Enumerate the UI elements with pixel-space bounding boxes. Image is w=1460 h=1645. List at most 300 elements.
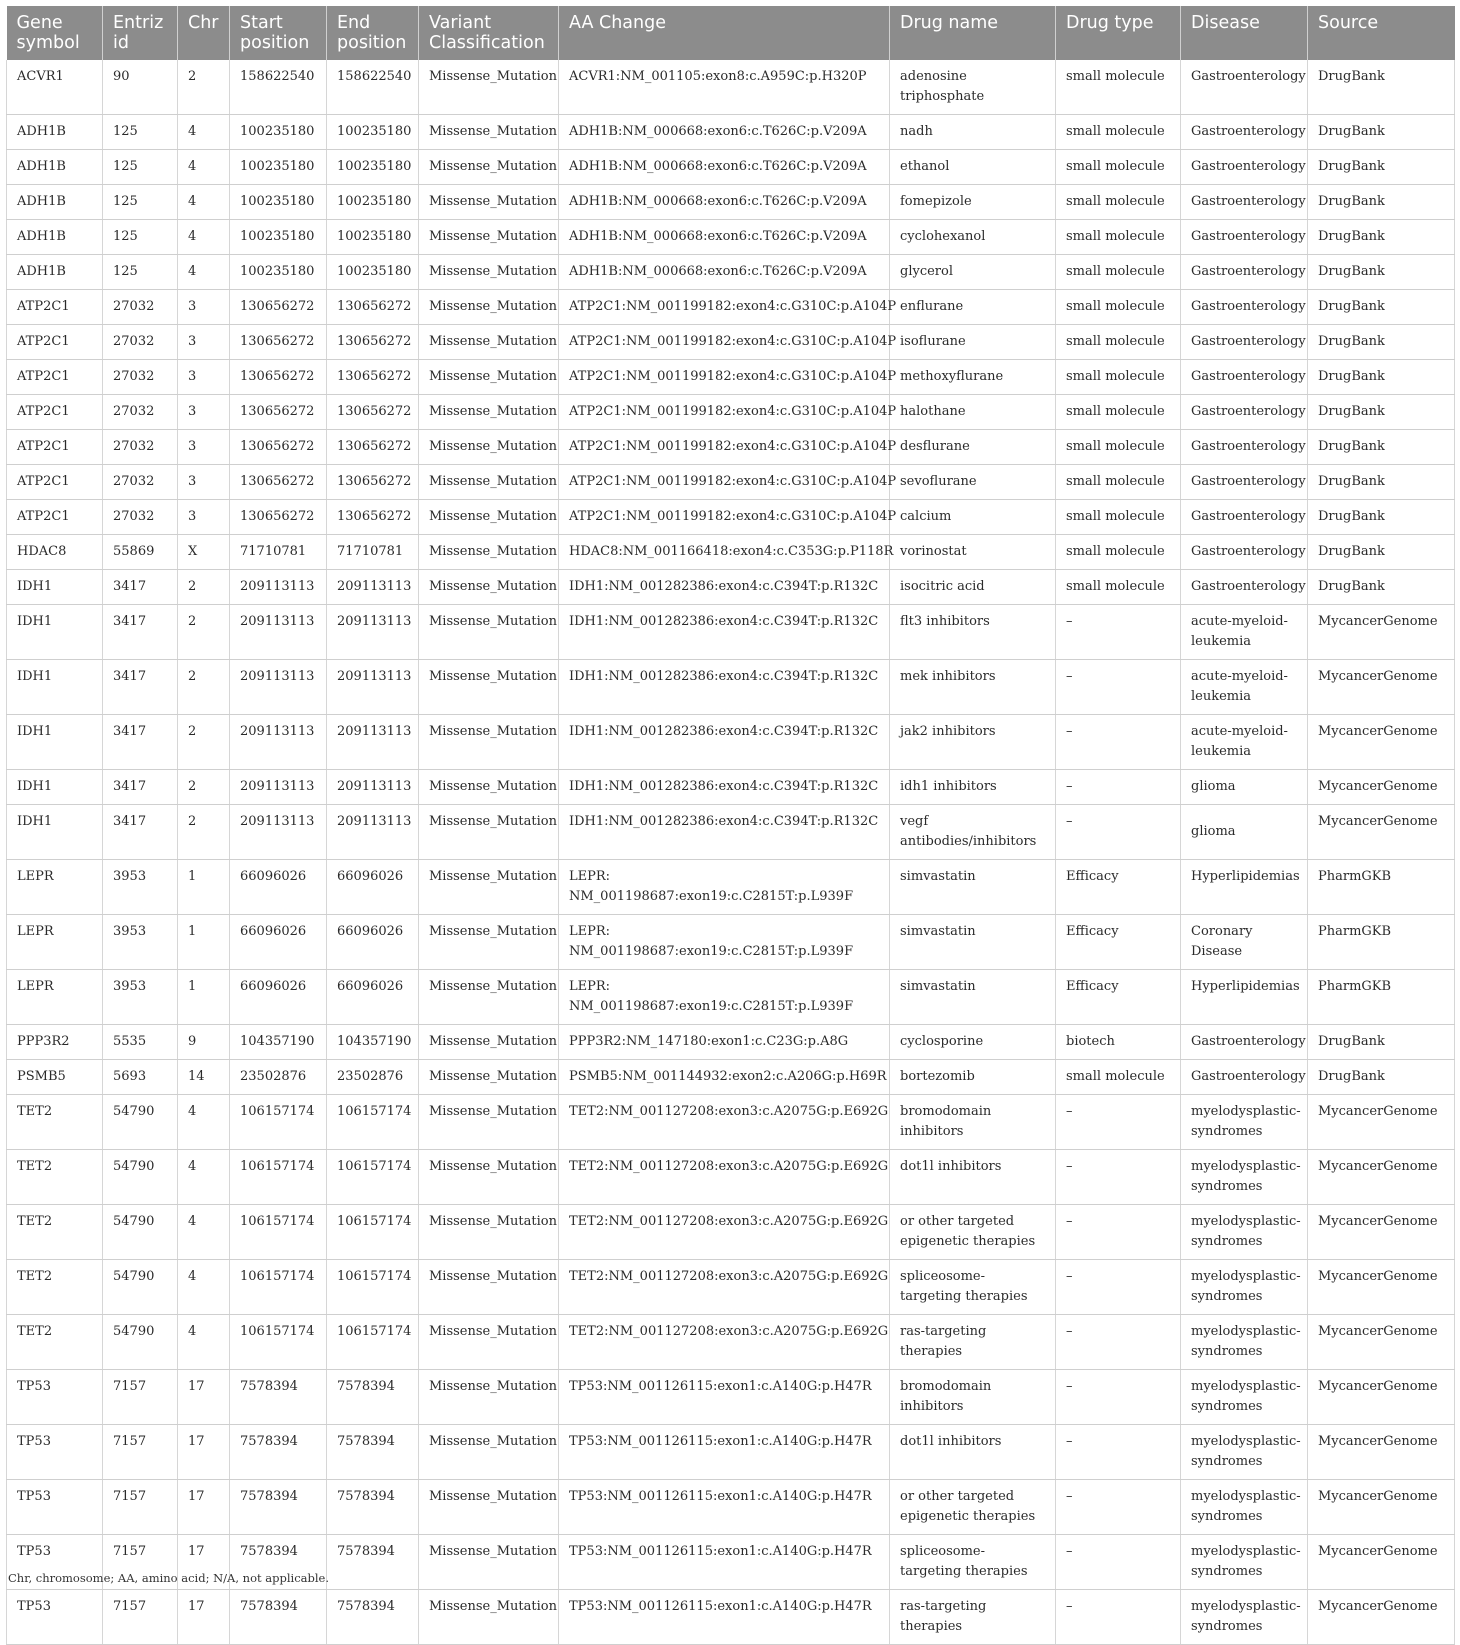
drug-type-cell: biotech xyxy=(1056,1025,1181,1060)
drug-type-cell: Efficacy xyxy=(1056,860,1181,915)
start-position-cell: 130656272 xyxy=(230,290,327,325)
end-position-cell: 7578394 xyxy=(327,1425,419,1480)
chr-cell: 3 xyxy=(178,465,230,500)
start-position-cell: 106157174 xyxy=(230,1260,327,1315)
aa-change-cell: ATP2C1:NM_001199182:exon4:c.G310C:p.A104P xyxy=(559,395,890,430)
header-aa-change: AA Change xyxy=(559,6,890,60)
table-row xyxy=(7,185,1455,220)
gene-symbol-cell: TP53 xyxy=(7,1590,103,1645)
chr-cell: 3 xyxy=(178,430,230,465)
disease-cell: Coronary Disease xyxy=(1181,915,1308,970)
end-position-cell: 106157174 xyxy=(327,1260,419,1315)
end-position-cell: 100235180 xyxy=(327,150,419,185)
table-row xyxy=(7,1260,1455,1315)
gene-symbol-cell: PPP3R2 xyxy=(7,1025,103,1060)
table-row xyxy=(7,220,1455,255)
chr-cell: 2 xyxy=(178,770,230,805)
variant-classification-cell: Missense_Mutation xyxy=(419,150,559,185)
table-row xyxy=(7,290,1455,325)
entriz-id-cell: 7157 xyxy=(103,1425,178,1480)
drug-type-cell: – xyxy=(1056,1535,1181,1590)
entriz-id-cell: 54790 xyxy=(103,1205,178,1260)
variant-classification-cell: Missense_Mutation xyxy=(419,660,559,715)
variant-classification-cell: Missense_Mutation xyxy=(419,570,559,605)
end-position-cell: 130656272 xyxy=(327,500,419,535)
disease-cell: Gastroenterology xyxy=(1181,255,1308,290)
source-cell: DrugBank xyxy=(1308,1060,1455,1095)
drug-type-cell: small molecule xyxy=(1056,290,1181,325)
variant-classification-cell: Missense_Mutation xyxy=(419,1205,559,1260)
entriz-id-cell: 27032 xyxy=(103,465,178,500)
entriz-id-cell: 54790 xyxy=(103,1315,178,1370)
gene-symbol-cell: TP53 xyxy=(7,1425,103,1480)
aa-change-cell: TP53:NM_001126115:exon1:c.A140G:p.H47R xyxy=(559,1425,890,1480)
drug-name-cell: cyclosporine xyxy=(890,1025,1056,1060)
start-position-cell: 209113113 xyxy=(230,570,327,605)
entriz-id-cell: 7157 xyxy=(103,1590,178,1645)
source-cell: MycancerGenome xyxy=(1308,1205,1455,1260)
drug-name-cell: vorinostat xyxy=(890,535,1056,570)
gene-symbol-cell: TP53 xyxy=(7,1370,103,1425)
source-cell: DrugBank xyxy=(1308,500,1455,535)
drug-type-cell: – xyxy=(1056,660,1181,715)
entriz-id-cell: 125 xyxy=(103,220,178,255)
drug-name-cell: or other targeted epigenetic therapies xyxy=(890,1205,1056,1260)
start-position-cell: 66096026 xyxy=(230,860,327,915)
gene-symbol-cell: HDAC8 xyxy=(7,535,103,570)
gene-symbol-cell: ATP2C1 xyxy=(7,360,103,395)
entriz-id-cell: 125 xyxy=(103,115,178,150)
chr-cell: 3 xyxy=(178,325,230,360)
source-cell: DrugBank xyxy=(1308,1025,1455,1060)
aa-change-cell: ATP2C1:NM_001199182:exon4:c.G310C:p.A104P xyxy=(559,500,890,535)
variant-classification-cell: Missense_Mutation xyxy=(419,60,559,115)
aa-change-cell: TP53:NM_001126115:exon1:c.A140G:p.H47R xyxy=(559,1590,890,1645)
disease-cell: Gastroenterology xyxy=(1181,570,1308,605)
end-position-cell: 7578394 xyxy=(327,1370,419,1425)
end-position-cell: 7578394 xyxy=(327,1590,419,1645)
start-position-cell: 106157174 xyxy=(230,1095,327,1150)
entriz-id-cell: 90 xyxy=(103,60,178,115)
drug-type-cell: small molecule xyxy=(1056,500,1181,535)
drug-type-cell: small molecule xyxy=(1056,465,1181,500)
start-position-cell: 106157174 xyxy=(230,1150,327,1205)
gene-symbol-cell: ATP2C1 xyxy=(7,325,103,360)
start-position-cell: 66096026 xyxy=(230,970,327,1025)
start-position-cell: 100235180 xyxy=(230,150,327,185)
source-cell: DrugBank xyxy=(1308,255,1455,290)
header-drug-type: Drug type xyxy=(1056,6,1181,60)
variant-classification-cell: Missense_Mutation xyxy=(419,535,559,570)
end-position-cell: 209113113 xyxy=(327,605,419,660)
drug-type-cell: small molecule xyxy=(1056,430,1181,465)
drug-type-cell: Efficacy xyxy=(1056,970,1181,1025)
start-position-cell: 209113113 xyxy=(230,605,327,660)
variant-classification-cell: Missense_Mutation xyxy=(419,1150,559,1205)
aa-change-cell: PSMB5:NM_001144932:exon2:c.A206G:p.H69R xyxy=(559,1060,890,1095)
disease-cell: myelodysplastic-syndromes xyxy=(1181,1095,1308,1150)
source-cell: DrugBank xyxy=(1308,60,1455,115)
drug-name-cell: adenosine triphosphate xyxy=(890,60,1056,115)
disease-cell: Gastroenterology xyxy=(1181,60,1308,115)
aa-change-cell: IDH1:NM_001282386:exon4:c.C394T:p.R132C xyxy=(559,770,890,805)
variant-classification-cell: Missense_Mutation xyxy=(419,185,559,220)
aa-change-cell: ADH1B:NM_000668:exon6:c.T626C:p.V209A xyxy=(559,255,890,290)
gene-symbol-cell: IDH1 xyxy=(7,715,103,770)
entriz-id-cell: 7157 xyxy=(103,1535,178,1590)
entriz-id-cell: 27032 xyxy=(103,500,178,535)
source-cell: DrugBank xyxy=(1308,290,1455,325)
variant-classification-cell: Missense_Mutation xyxy=(419,1370,559,1425)
table-container xyxy=(6,6,1454,1645)
disease-cell: Gastroenterology xyxy=(1181,465,1308,500)
end-position-cell: 209113113 xyxy=(327,715,419,770)
drug-name-cell: simvastatin xyxy=(890,860,1056,915)
gene-symbol-cell: ACVR1 xyxy=(7,60,103,115)
disease-cell: myelodysplastic-syndromes xyxy=(1181,1535,1308,1590)
drug-type-cell: small molecule xyxy=(1056,535,1181,570)
drug-type-cell: small molecule xyxy=(1056,255,1181,290)
chr-cell: 1 xyxy=(178,970,230,1025)
table-row xyxy=(7,150,1455,185)
aa-change-cell: LEPR: NM_001198687:exon19:c.C2815T:p.L939F xyxy=(559,915,890,970)
drug-name-cell: sevoflurane xyxy=(890,465,1056,500)
aa-change-cell: IDH1:NM_001282386:exon4:c.C394T:p.R132C xyxy=(559,805,890,860)
chr-cell: 3 xyxy=(178,500,230,535)
drug-type-cell: small molecule xyxy=(1056,395,1181,430)
source-cell: MycancerGenome xyxy=(1308,1425,1455,1480)
header-drug-name: Drug name xyxy=(890,6,1056,60)
drug-name-cell: dot1l inhibitors xyxy=(890,1425,1056,1480)
drug-type-cell: – xyxy=(1056,1150,1181,1205)
start-position-cell: 100235180 xyxy=(230,255,327,290)
drug-name-cell: glycerol xyxy=(890,255,1056,290)
entriz-id-cell: 54790 xyxy=(103,1095,178,1150)
aa-change-cell: ATP2C1:NM_001199182:exon4:c.G310C:p.A104P xyxy=(559,430,890,465)
drug-name-cell: ras-targeting therapies xyxy=(890,1590,1056,1645)
chr-cell: 2 xyxy=(178,570,230,605)
entriz-id-cell: 125 xyxy=(103,185,178,220)
entriz-id-cell: 3953 xyxy=(103,970,178,1025)
variant-classification-cell: Missense_Mutation xyxy=(419,395,559,430)
table-body xyxy=(7,60,1455,1645)
chr-cell: 3 xyxy=(178,360,230,395)
chr-cell: 2 xyxy=(178,805,230,860)
drug-name-cell: bromodomain inhibitors xyxy=(890,1095,1056,1150)
table-row xyxy=(7,360,1455,395)
gene-symbol-cell: ADH1B xyxy=(7,185,103,220)
disease-cell: myelodysplastic-syndromes xyxy=(1181,1205,1308,1260)
end-position-cell: 130656272 xyxy=(327,395,419,430)
source-cell: PharmGKB xyxy=(1308,970,1455,1025)
aa-change-cell: ACVR1:NM_001105:exon8:c.A959C:p.H320P xyxy=(559,60,890,115)
variant-classification-cell: Missense_Mutation xyxy=(419,1095,559,1150)
end-position-cell: 106157174 xyxy=(327,1150,419,1205)
disease-cell: myelodysplastic-syndromes xyxy=(1181,1480,1308,1535)
drug-type-cell: – xyxy=(1056,1260,1181,1315)
start-position-cell: 104357190 xyxy=(230,1025,327,1060)
entriz-id-cell: 3417 xyxy=(103,570,178,605)
header-disease: Disease xyxy=(1181,6,1308,60)
disease-cell: myelodysplastic-syndromes xyxy=(1181,1260,1308,1315)
drug-name-cell: isocitric acid xyxy=(890,570,1056,605)
end-position-cell: 100235180 xyxy=(327,185,419,220)
aa-change-cell: LEPR: NM_001198687:exon19:c.C2815T:p.L939F xyxy=(559,970,890,1025)
table-row xyxy=(7,1590,1455,1645)
variant-classification-cell: Missense_Mutation xyxy=(419,360,559,395)
aa-change-cell: TP53:NM_001126115:exon1:c.A140G:p.H47R xyxy=(559,1535,890,1590)
aa-change-cell: TET2:NM_001127208:exon3:c.A2075G:p.E692G xyxy=(559,1315,890,1370)
disease-cell: Gastroenterology xyxy=(1181,1025,1308,1060)
table-row xyxy=(7,500,1455,535)
aa-change-cell: ADH1B:NM_000668:exon6:c.T626C:p.V209A xyxy=(559,185,890,220)
table-row xyxy=(7,970,1455,1025)
drug-type-cell: small molecule xyxy=(1056,60,1181,115)
variant-classification-cell: Missense_Mutation xyxy=(419,290,559,325)
drug-name-cell: jak2 inhibitors xyxy=(890,715,1056,770)
chr-cell: 4 xyxy=(178,1150,230,1205)
end-position-cell: 209113113 xyxy=(327,660,419,715)
start-position-cell: 66096026 xyxy=(230,915,327,970)
disease-cell: myelodysplastic-syndromes xyxy=(1181,1590,1308,1645)
variant-classification-cell: Missense_Mutation xyxy=(419,220,559,255)
variant-classification-cell: Missense_Mutation xyxy=(419,770,559,805)
chr-cell: 17 xyxy=(178,1535,230,1590)
gene-symbol-cell: LEPR xyxy=(7,915,103,970)
drug-type-cell: small molecule xyxy=(1056,325,1181,360)
drug-name-cell: simvastatin xyxy=(890,915,1056,970)
table-row xyxy=(7,1205,1455,1260)
aa-change-cell: TET2:NM_001127208:exon3:c.A2075G:p.E692G xyxy=(559,1205,890,1260)
disease-cell: Gastroenterology xyxy=(1181,185,1308,220)
variant-classification-cell: Missense_Mutation xyxy=(419,860,559,915)
source-cell: DrugBank xyxy=(1308,570,1455,605)
end-position-cell: 7578394 xyxy=(327,1480,419,1535)
aa-change-cell: ADH1B:NM_000668:exon6:c.T626C:p.V209A xyxy=(559,150,890,185)
source-cell: MycancerGenome xyxy=(1308,1260,1455,1315)
entriz-id-cell: 7157 xyxy=(103,1370,178,1425)
entriz-id-cell: 3953 xyxy=(103,915,178,970)
gene-symbol-cell: TET2 xyxy=(7,1205,103,1260)
chr-cell: 4 xyxy=(178,1095,230,1150)
chr-cell: 1 xyxy=(178,860,230,915)
drug-name-cell: bromodomain inhibitors xyxy=(890,1370,1056,1425)
table-row xyxy=(7,860,1455,915)
entriz-id-cell: 3417 xyxy=(103,715,178,770)
aa-change-cell: ADH1B:NM_000668:exon6:c.T626C:p.V209A xyxy=(559,220,890,255)
chr-cell: 17 xyxy=(178,1370,230,1425)
drug-name-cell: idh1 inhibitors xyxy=(890,770,1056,805)
chr-cell: 1 xyxy=(178,915,230,970)
variant-classification-cell: Missense_Mutation xyxy=(419,715,559,770)
aa-change-cell: ATP2C1:NM_001199182:exon4:c.G310C:p.A104P xyxy=(559,465,890,500)
drug-name-cell: nadh xyxy=(890,115,1056,150)
table-row xyxy=(7,1480,1455,1535)
drug-type-cell: – xyxy=(1056,1095,1181,1150)
chr-cell: 2 xyxy=(178,60,230,115)
variant-classification-cell: Missense_Mutation xyxy=(419,1260,559,1315)
variant-classification-cell: Missense_Mutation xyxy=(419,1535,559,1590)
gene-symbol-cell: IDH1 xyxy=(7,660,103,715)
drug-name-cell: isoflurane xyxy=(890,325,1056,360)
entriz-id-cell: 7157 xyxy=(103,1480,178,1535)
gene-symbol-cell: ATP2C1 xyxy=(7,290,103,325)
disease-cell: myelodysplastic-syndromes xyxy=(1181,1150,1308,1205)
gene-symbol-cell: IDH1 xyxy=(7,570,103,605)
header-entriz-id: Entriz id xyxy=(103,6,178,60)
source-cell: DrugBank xyxy=(1308,360,1455,395)
table-row xyxy=(7,1060,1455,1095)
drug-type-cell: small molecule xyxy=(1056,115,1181,150)
gene-symbol-cell: TET2 xyxy=(7,1260,103,1315)
table-row xyxy=(7,1095,1455,1150)
source-cell: MycancerGenome xyxy=(1308,1480,1455,1535)
end-position-cell: 130656272 xyxy=(327,465,419,500)
variant-classification-cell: Missense_Mutation xyxy=(419,465,559,500)
variant-classification-cell: Missense_Mutation xyxy=(419,970,559,1025)
aa-change-cell: IDH1:NM_001282386:exon4:c.C394T:p.R132C xyxy=(559,570,890,605)
source-cell: PharmGKB xyxy=(1308,915,1455,970)
chr-cell: 4 xyxy=(178,255,230,290)
table-row xyxy=(7,255,1455,290)
gene-symbol-cell: ADH1B xyxy=(7,115,103,150)
variant-classification-cell: Missense_Mutation xyxy=(419,325,559,360)
end-position-cell: 130656272 xyxy=(327,360,419,395)
gene-symbol-cell: TP53 xyxy=(7,1535,103,1590)
start-position-cell: 209113113 xyxy=(230,660,327,715)
end-position-cell: 66096026 xyxy=(327,970,419,1025)
variant-classification-cell: Missense_Mutation xyxy=(419,915,559,970)
drug-name-cell: enflurane xyxy=(890,290,1056,325)
aa-change-cell: TP53:NM_001126115:exon1:c.A140G:p.H47R xyxy=(559,1480,890,1535)
gene-symbol-cell: TET2 xyxy=(7,1095,103,1150)
drug-name-cell: vegf antibodies/inhibitors xyxy=(890,805,1056,860)
disease-cell: Gastroenterology xyxy=(1181,360,1308,395)
drug-type-cell: small molecule xyxy=(1056,360,1181,395)
gene-symbol-cell: TET2 xyxy=(7,1315,103,1370)
variant-classification-cell: Missense_Mutation xyxy=(419,1590,559,1645)
start-position-cell: 7578394 xyxy=(230,1425,327,1480)
source-cell: MycancerGenome xyxy=(1308,715,1455,770)
end-position-cell: 100235180 xyxy=(327,115,419,150)
variant-classification-cell: Missense_Mutation xyxy=(419,1315,559,1370)
start-position-cell: 209113113 xyxy=(230,715,327,770)
start-position-cell: 7578394 xyxy=(230,1480,327,1535)
disease-cell: Gastroenterology xyxy=(1181,290,1308,325)
chr-cell: 9 xyxy=(178,1025,230,1060)
drug-type-cell: – xyxy=(1056,805,1181,860)
end-position-cell: 106157174 xyxy=(327,1095,419,1150)
disease-cell: Gastroenterology xyxy=(1181,220,1308,255)
disease-cell: Gastroenterology xyxy=(1181,115,1308,150)
start-position-cell: 100235180 xyxy=(230,185,327,220)
table-row xyxy=(7,915,1455,970)
source-cell: MycancerGenome xyxy=(1308,1590,1455,1645)
drug-name-cell: simvastatin xyxy=(890,970,1056,1025)
start-position-cell: 7578394 xyxy=(230,1590,327,1645)
drug-name-cell: dot1l inhibitors xyxy=(890,1150,1056,1205)
aa-change-cell: ATP2C1:NM_001199182:exon4:c.G310C:p.A104P xyxy=(559,290,890,325)
drug-name-cell: flt3 inhibitors xyxy=(890,605,1056,660)
chr-cell: 4 xyxy=(178,1260,230,1315)
gene-symbol-cell: IDH1 xyxy=(7,770,103,805)
end-position-cell: 130656272 xyxy=(327,325,419,360)
end-position-cell: 209113113 xyxy=(327,805,419,860)
gene-symbol-cell: ADH1B xyxy=(7,150,103,185)
end-position-cell: 100235180 xyxy=(327,220,419,255)
disease-cell: Gastroenterology xyxy=(1181,150,1308,185)
table-row xyxy=(7,715,1455,770)
source-cell: DrugBank xyxy=(1308,115,1455,150)
disease-cell: myelodysplastic-syndromes xyxy=(1181,1425,1308,1480)
variant-classification-cell: Missense_Mutation xyxy=(419,1480,559,1535)
start-position-cell: 7578394 xyxy=(230,1370,327,1425)
table-row xyxy=(7,115,1455,150)
disease-cell: glioma xyxy=(1181,805,1308,860)
drug-name-cell: spliceosome-targeting therapies xyxy=(890,1260,1056,1315)
chr-cell: 2 xyxy=(178,605,230,660)
source-cell: MycancerGenome xyxy=(1308,1315,1455,1370)
end-position-cell: 104357190 xyxy=(327,1025,419,1060)
chr-cell: 3 xyxy=(178,290,230,325)
entriz-id-cell: 3417 xyxy=(103,770,178,805)
aa-change-cell: IDH1:NM_001282386:exon4:c.C394T:p.R132C xyxy=(559,605,890,660)
disease-cell: Hyperlipidemias xyxy=(1181,860,1308,915)
chr-cell: 17 xyxy=(178,1425,230,1480)
source-cell: PharmGKB xyxy=(1308,860,1455,915)
chr-cell: 4 xyxy=(178,150,230,185)
entriz-id-cell: 125 xyxy=(103,255,178,290)
disease-cell: Gastroenterology xyxy=(1181,1060,1308,1095)
table-row xyxy=(7,465,1455,500)
entriz-id-cell: 5693 xyxy=(103,1060,178,1095)
start-position-cell: 71710781 xyxy=(230,535,327,570)
entriz-id-cell: 3417 xyxy=(103,605,178,660)
chr-cell: 4 xyxy=(178,220,230,255)
entriz-id-cell: 27032 xyxy=(103,360,178,395)
gene-symbol-cell: LEPR xyxy=(7,970,103,1025)
drug-type-cell: small molecule xyxy=(1056,220,1181,255)
chr-cell: 14 xyxy=(178,1060,230,1095)
header-gene-symbol: Gene symbol xyxy=(7,6,103,60)
aa-change-cell: ADH1B:NM_000668:exon6:c.T626C:p.V209A xyxy=(559,115,890,150)
variant-classification-cell: Missense_Mutation xyxy=(419,1025,559,1060)
drug-name-cell: ras-targeting therapies xyxy=(890,1315,1056,1370)
entriz-id-cell: 3417 xyxy=(103,805,178,860)
drug-type-cell: Efficacy xyxy=(1056,915,1181,970)
disease-cell: glioma xyxy=(1181,770,1308,805)
disease-cell: Gastroenterology xyxy=(1181,325,1308,360)
aa-change-cell: IDH1:NM_001282386:exon4:c.C394T:p.R132C xyxy=(559,715,890,770)
disease-cell: Gastroenterology xyxy=(1181,500,1308,535)
start-position-cell: 130656272 xyxy=(230,360,327,395)
gene-symbol-cell: IDH1 xyxy=(7,605,103,660)
source-cell: MycancerGenome xyxy=(1308,1150,1455,1205)
gene-drug-table xyxy=(6,6,1455,1645)
table-row xyxy=(7,325,1455,360)
source-cell: DrugBank xyxy=(1308,325,1455,360)
chr-cell: 2 xyxy=(178,660,230,715)
end-position-cell: 106157174 xyxy=(327,1315,419,1370)
gene-symbol-cell: ADH1B xyxy=(7,255,103,290)
variant-classification-cell: Missense_Mutation xyxy=(419,1425,559,1480)
source-cell: MycancerGenome xyxy=(1308,605,1455,660)
drug-type-cell: – xyxy=(1056,1370,1181,1425)
start-position-cell: 209113113 xyxy=(230,805,327,860)
chr-cell: 17 xyxy=(178,1480,230,1535)
start-position-cell: 106157174 xyxy=(230,1315,327,1370)
table-footnote: Chr, chromosome; AA, amino acid; N/A, not applicable. xyxy=(8,1571,330,1585)
